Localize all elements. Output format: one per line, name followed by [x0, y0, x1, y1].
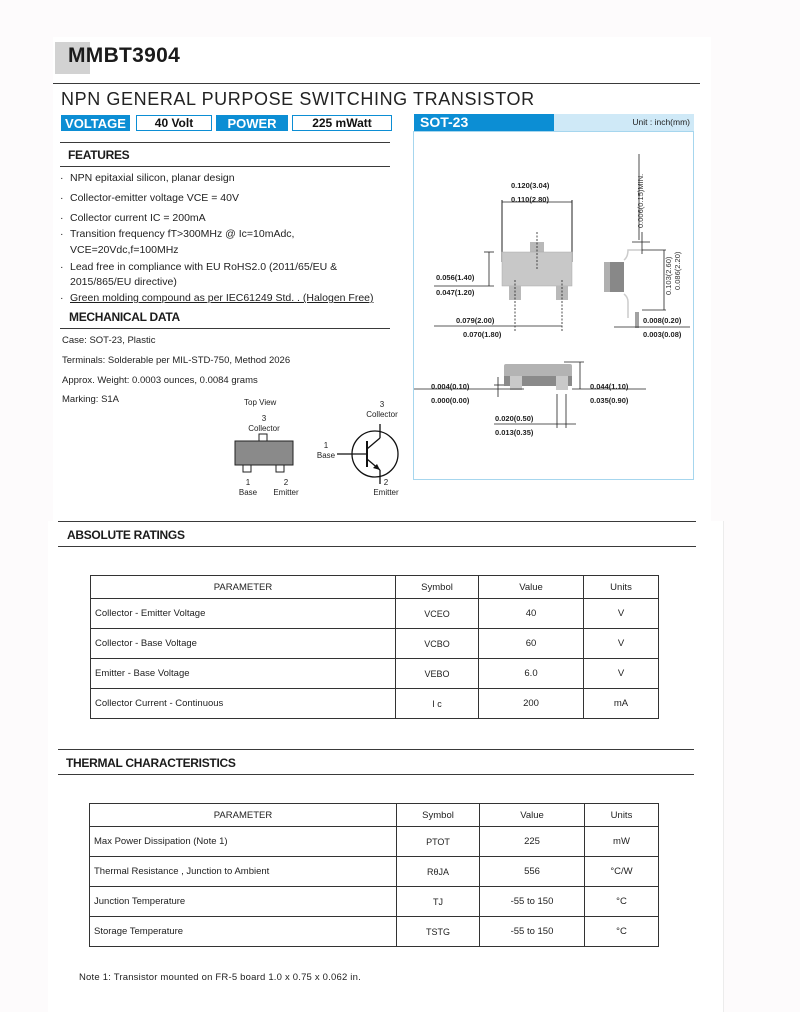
symbol-pin1-label: 1 Base — [316, 441, 336, 460]
dim-pitch-min: 0.070(1.80) — [463, 330, 502, 339]
value-cell: 6.0 — [479, 659, 584, 689]
features-heading: FEATURES — [68, 148, 130, 162]
mechanical-rule — [60, 328, 390, 329]
param-cell: Collector - Emitter Voltage — [91, 599, 396, 629]
table-row — [90, 857, 659, 887]
feature-item: 2015/865/EU directive) — [70, 276, 177, 288]
table-header-row — [91, 576, 659, 599]
page-edge — [723, 521, 724, 1012]
symbol-cell: VEBO — [396, 659, 479, 689]
param-cell: Junction Temperature — [90, 887, 397, 917]
feature-item: · Collector-emitter voltage VCE = 40V — [60, 192, 239, 204]
dim-body-width-min: 0.047(1.20) — [436, 288, 475, 297]
table-row — [91, 629, 659, 659]
value-cell: 556 — [480, 857, 585, 887]
dim-lead-thickness-min: 0.003(0.08) — [643, 330, 682, 339]
mech-case: Case: SOT-23, Plastic — [62, 335, 156, 346]
device-subtitle: NPN GENERAL PURPOSE SWITCHING TRANSISTOR — [61, 89, 535, 109]
voltage-badge-label: VOLTAGE — [61, 115, 130, 131]
col-symbol: Symbol — [397, 804, 480, 827]
features-top-rule — [60, 142, 390, 143]
sot23-dimension-drawing-icon — [414, 132, 693, 478]
table-row — [91, 659, 659, 689]
title-divider — [53, 83, 700, 84]
dim-body-width-max: 0.056(1.40) — [436, 273, 475, 282]
feature-item: · Collector current IC = 200mA — [60, 212, 206, 224]
col-value: Value — [480, 804, 585, 827]
symbol-cell: VCEO — [396, 599, 479, 629]
table-row — [90, 827, 659, 857]
param-cell: Thermal Resistance , Junction to Ambient — [90, 857, 397, 887]
dim-standoff-min: 0.000(0.00) — [431, 396, 470, 405]
absolute-ratings-heading: ABSOLUTE RATINGS — [67, 528, 185, 542]
dim-height-min: 0.035(0.90) — [590, 396, 629, 405]
col-units: Units — [585, 804, 659, 827]
symbol-cell: I c — [396, 689, 479, 719]
dim-width-min: 0.110(2.80) — [511, 195, 549, 204]
value-cell: 225 — [480, 827, 585, 857]
units-cell: °C/W — [585, 857, 659, 887]
mech-terminals: Terminals: Solderable per MIL-STD-750, Method 2026 — [62, 355, 291, 366]
dim-lead-thickness-max: 0.008(0.20) — [643, 316, 682, 325]
voltage-badge-value: 40 Volt — [136, 115, 212, 131]
table-header-row — [90, 804, 659, 827]
table-row — [91, 599, 659, 629]
mech-marking: Marking: S1A — [62, 394, 120, 405]
absolute-ratings-table — [90, 575, 659, 719]
symbol-pin2-label: 2 Emitter — [373, 478, 399, 497]
part-number-title: MMBT3904 — [68, 44, 181, 67]
npn-transistor-symbol-icon — [335, 422, 405, 486]
feature-item: · Transition frequency fT>300MHz @ Ic=10mAdc, — [60, 228, 295, 240]
mech-weight: Approx. Weight: 0.0003 ounces, 0.0084 grams — [62, 375, 258, 386]
dim-lead-width-max: 0.020(0.50) — [495, 414, 534, 423]
col-parameter: PARAMETER — [90, 804, 397, 827]
param-cell: Emitter - Base Voltage — [91, 659, 396, 689]
symbol-cell: VCBO — [396, 629, 479, 659]
symbol-pin3-label: 3 Collector — [366, 400, 398, 419]
symbol-cell: PTOT — [397, 827, 480, 857]
units-cell: mA — [584, 689, 659, 719]
sot23-top-view-icon — [230, 432, 300, 478]
units-cell: V — [584, 629, 659, 659]
thermal-bottom-rule — [58, 774, 694, 775]
dim-height-max: 0.044(1.10) — [590, 382, 629, 391]
pin2-label: 2 Emitter — [273, 478, 299, 497]
value-cell: -55 to 150 — [480, 887, 585, 917]
units-cell: V — [584, 599, 659, 629]
power-badge-value: 225 mWatt — [292, 115, 392, 131]
units-cell: V — [584, 659, 659, 689]
pin3-label: 3 Collector — [248, 414, 280, 433]
value-cell: -55 to 150 — [480, 917, 585, 947]
ratings-bottom-rule — [58, 546, 696, 547]
value-cell: 60 — [479, 629, 584, 659]
thermal-table — [89, 803, 659, 947]
units-cell: °C — [585, 887, 659, 917]
thermal-top-rule — [58, 749, 694, 750]
dim-total-max: 0.103(2.60) — [664, 256, 673, 295]
power-badge-label: POWER — [216, 115, 288, 131]
pin1-label: 1 Base — [238, 478, 258, 497]
param-cell: Max Power Dissipation (Note 1) — [90, 827, 397, 857]
value-cell: 200 — [479, 689, 584, 719]
col-symbol: Symbol — [396, 576, 479, 599]
value-cell: 40 — [479, 599, 584, 629]
dim-total-min: 0.086(2.20) — [673, 251, 682, 290]
package-name-header: SOT-23 — [414, 114, 554, 131]
param-cell: Storage Temperature — [90, 917, 397, 947]
table-row — [90, 917, 659, 947]
feature-item: · Green molding compound as per IEC61249 Std. . (Halogen Free) — [60, 292, 374, 304]
ratings-top-rule — [58, 521, 696, 522]
dim-lead-min: 0.006(0.15)MIN. — [636, 173, 645, 228]
feature-item: VCE=20Vdc,f=100MHz — [70, 244, 179, 256]
symbol-cell: RθJA — [397, 857, 480, 887]
col-value: Value — [479, 576, 584, 599]
units-cell: °C — [585, 917, 659, 947]
thermal-heading: THERMAL CHARACTERISTICS — [66, 756, 236, 770]
footnote: Note 1: Transistor mounted on FR-5 board 1.0 x 0.75 x 0.062 in. — [79, 972, 361, 983]
param-cell: Collector - Base Voltage — [91, 629, 396, 659]
package-unit-label: Unit : inch(mm) — [554, 114, 694, 131]
symbol-cell: TJ — [397, 887, 480, 917]
dim-width-max: 0.120(3.04) — [511, 181, 550, 190]
top-view-label: Top View — [244, 398, 277, 407]
col-units: Units — [584, 576, 659, 599]
mechanical-heading: MECHANICAL DATA — [69, 310, 180, 324]
table-row — [90, 887, 659, 917]
param-cell: Collector Current - Continuous — [91, 689, 396, 719]
features-bottom-rule — [60, 166, 390, 167]
symbol-cell: TSTG — [397, 917, 480, 947]
dim-standoff-max: 0.004(0.10) — [431, 382, 470, 391]
dim-lead-width-min: 0.013(0.35) — [495, 428, 534, 437]
col-parameter: PARAMETER — [91, 576, 396, 599]
dim-pitch-max: 0.079(2.00) — [456, 316, 495, 325]
feature-item: · Lead free in compliance with EU RoHS2.0 (2011/65/EU & — [60, 261, 338, 273]
units-cell: mW — [585, 827, 659, 857]
feature-item: · NPN epitaxial silicon, planar design — [60, 172, 235, 184]
table-row — [91, 689, 659, 719]
